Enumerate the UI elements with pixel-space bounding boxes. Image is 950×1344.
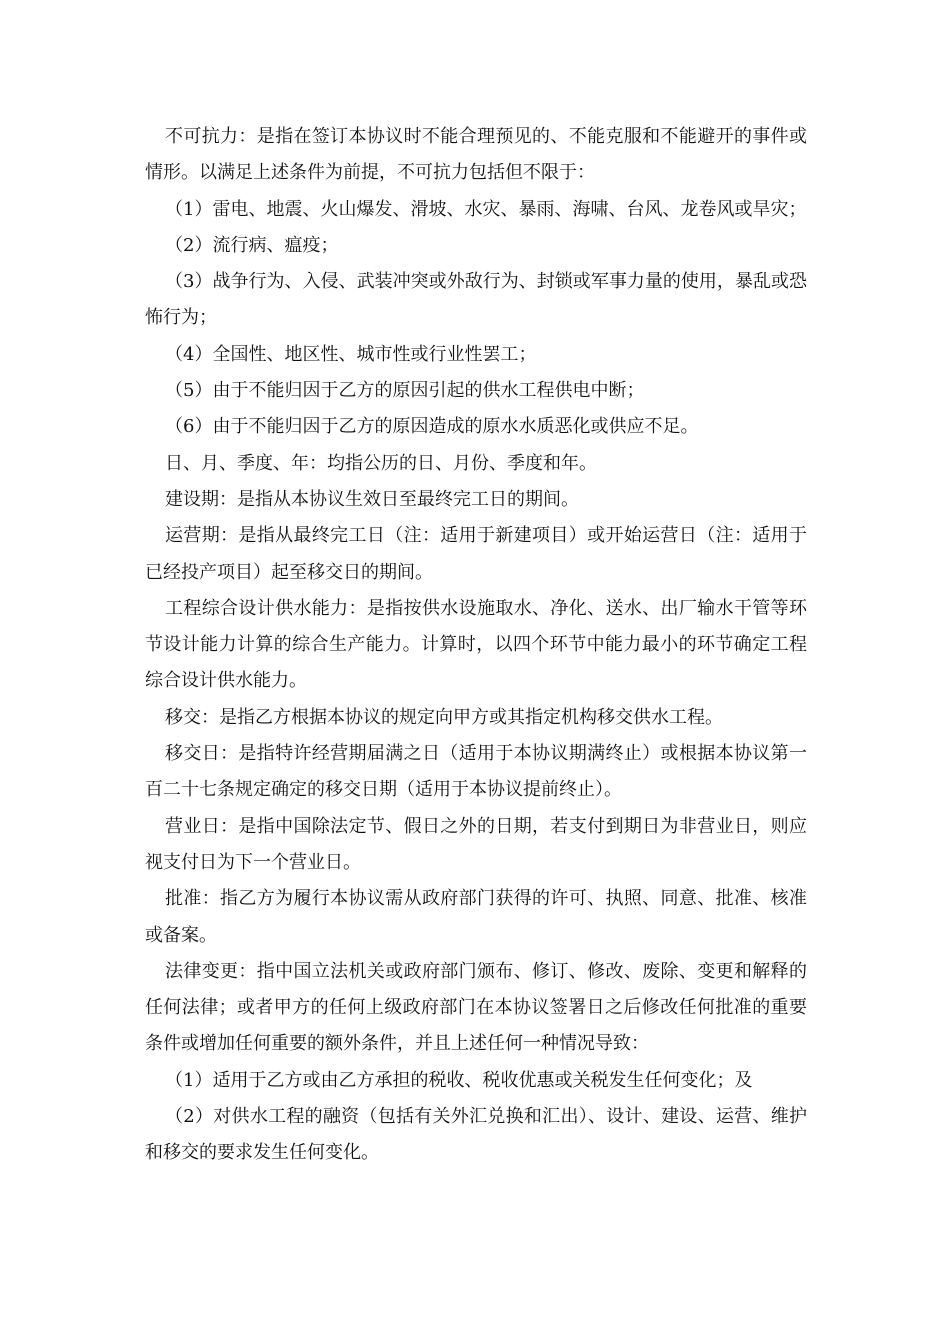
paragraph-change-in-law-item-2: （2）对供水工程的融资（包括有关外汇兑换和汇出）、设计、建设、运营、维护和移交的要求发生任何变化。: [145, 1106, 807, 1164]
paragraph-change-in-law-item-1: （1）适用于乙方或由乙方承担的税收、税收优惠或关税发生任何变化；及: [165, 1069, 753, 1091]
paragraph-transfer-definition: 移交：是指乙方根据本协议的规定向甲方或其指定机构移交供水工程。: [165, 706, 723, 728]
paragraph-transfer-date-definition: 移交日：是指特许经营期届满之日（适用于本协议期满终止）或根据本协议第一百二十七条规定确定的移交日期（适用于本协议提前终止）。: [145, 743, 807, 801]
paragraph-force-majeure-item-1: （1）雷电、地震、火山爆发、滑坡、水灾、暴雨、海啸、台风、龙卷风或旱灾；: [165, 198, 807, 220]
paragraph-change-in-law-definition: 法律变更：指中国立法机关或政府部门颁布、修订、修改、废除、变更和解释的任何法律；或者甲方的任何上级政府部门在本协议签署日之后修改任何批准的重要条件或增加任何重要的额外条件，并且上述任何一种情况导致：: [145, 960, 807, 1055]
paragraph-force-majeure-item-2: （2）流行病、瘟疫；: [165, 234, 339, 256]
paragraph-force-majeure-item-4: （4）全国性、地区性、城市性或行业性罢工；: [165, 343, 537, 365]
document-body: [145, 119, 807, 1172]
paragraph-business-day-definition: 营业日：是指中国除法定节、假日之外的日期，若支付到期日为非营业日，则应视支付日为下一个营业日。: [145, 815, 807, 873]
paragraph-design-capacity-definition: 工程综合设计供水能力：是指按供水设施取水、净化、送水、出厂输水干管等环节设计能力计算的综合生产能力。计算时，以四个环节中能力最小的环节确定工程综合设计供水能力。: [145, 597, 807, 692]
paragraph-force-majeure-item-3: （3）战争行为、入侵、武装冲突或外敌行为、封锁或军事力量的使用，暴乱或恐怖行为；: [145, 271, 807, 329]
paragraph-operation-period-definition: 运营期：是指从最终完工日（注：适用于新建项目）或开始运营日（注：适用于已经投产项目）起至移交日的期间。: [145, 525, 807, 583]
paragraph-date-definition: 日、月、季度、年：均指公历的日、月份、季度和年。: [165, 452, 597, 474]
paragraph-construction-period-definition: 建设期：是指从本协议生效日至最终完工日的期间。: [165, 488, 579, 510]
paragraph-force-majeure-item-5: （5）由于不能归因于乙方的原因引起的供水工程供电中断；: [165, 380, 645, 402]
paragraph-force-majeure-definition: 不可抗力：是指在签订本协议时不能合理预见的、不能克服和不能避开的事件或情形。以满足上述条件为前提，不可抗力包括但不限于：: [145, 126, 807, 184]
paragraph-force-majeure-item-6: （6）由于不能归因于乙方的原因造成的原水水质恶化或供应不足。: [165, 416, 699, 438]
paragraph-approval-definition: 批准：指乙方为履行本协议需从政府部门获得的许可、执照、同意、批准、核准或备案。: [145, 888, 807, 946]
